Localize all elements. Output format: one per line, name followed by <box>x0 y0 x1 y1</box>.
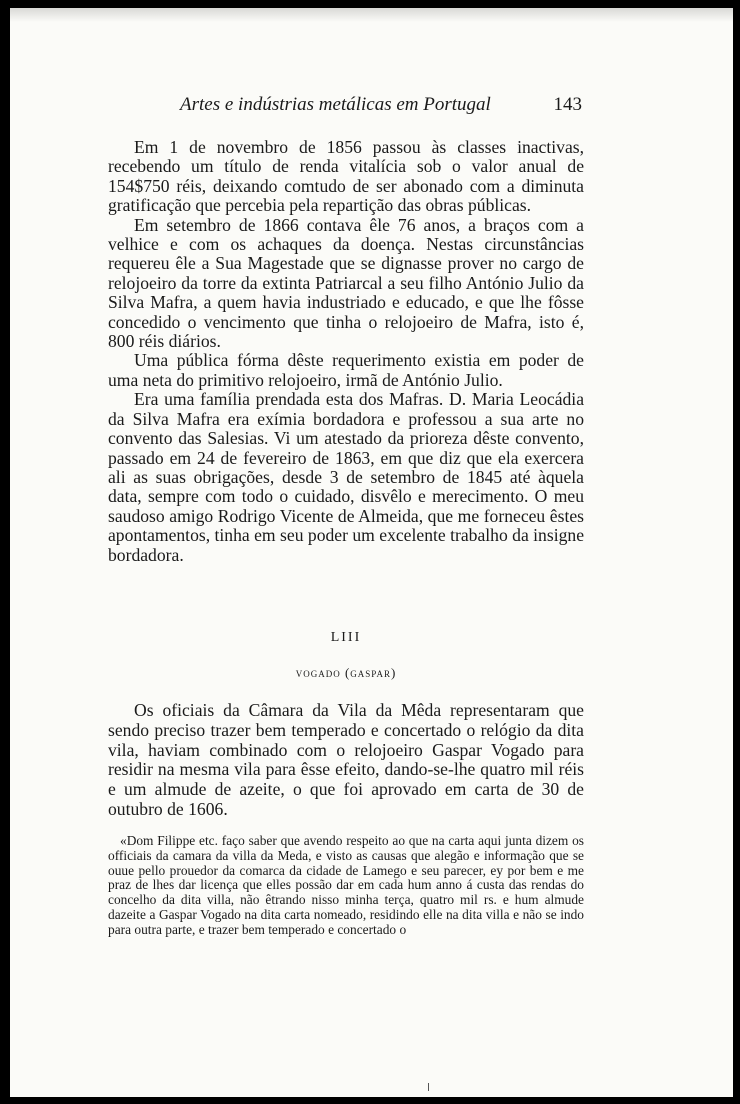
book-page <box>10 8 733 1097</box>
paragraph: Os oficiais da Câmara da Vila da Mêda representaram que sendo preciso trazer bem temperado e concertado o relógio da dita vila, haviam combinado com o relojoeiro Gaspar Vogado para residir na mesma vila para êsse efeito, dando-se-lhe quatro mil réis e um almude de azeite, o que foi aprovado em carta de 30 de outubro de 1606. <box>108 700 584 819</box>
section-text <box>108 701 584 820</box>
running-head <box>120 94 582 118</box>
paragraph: Uma pública fórma dêste requerimento existia em poder de uma neta do primitivo relojoeiro, irmã de António Julio. <box>108 350 584 390</box>
running-title: Artes e indústrias metálicas em Portugal <box>180 94 491 115</box>
paragraph: Em setembro de 1866 contava êle 76 anos, a braços com a velhice e com os achaques da doença. Nestas circunstâncias requereu êle a Sua Magestade que se dignasse prover no cargo de relojoeiro da torre da extinta Patriarcal a seu filho António Julio da Silva Mafra, a quem havia industriado e educado, e que lhe fôsse concedido o vencimento que tinha o relojoeiro de Mafra, isto é, 800 réis diários. <box>108 214 584 352</box>
page-number: 143 <box>553 94 582 115</box>
section-number: LIII <box>330 630 362 645</box>
scan-edge-shade <box>10 8 733 22</box>
quote-paragraph: «Dom Filippe etc. faço saber que avendo respeito ao que na carta aqui junta dizem os officiais da camara da villa da Meda, e visto as causas que alegão e informação que se ouue pello prouedor da comarca da cidade de Lamego e seu parecer, ey por bem e me praz de lhes dar licença que elles possão dar em cada hum anno á custa das rendas do concelho da dita villa, não êtrando nisso minha terça, quatro mil rs. e hum almude dazeite a Gaspar Vogado na dita carta nomeado, residindo elle na dita villa e não se indo para outra parte, e trazer bem temperado e concertado o <box>108 833 584 937</box>
quoted-document <box>108 834 584 938</box>
section-title: vogado (gaspar) <box>295 665 397 680</box>
print-mark <box>428 1083 429 1091</box>
body-text <box>108 138 584 565</box>
paragraph: Era uma família prendada esta dos Mafras. D. Maria Leocádia da Silva Mafra era exímia bordadora e professou a sua arte no convento das Salesias. Vi um atestado da prioreza dêste convento, passado em 24 de fevereiro de 1863, em que diz que ela exercera ali as suas obrigações, desde 3 de setembro de 1845 até àquela data, sempre com todo o cuidado, disvêlo e merecimento. O meu saudoso amigo Rodrigo Vicente de Almeida, que me forneceu êstes apontamentos, tinha em seu poder um excelente trabalho da insigne bordadora. <box>108 389 584 565</box>
paragraph: Em 1 de novembro de 1856 passou às classes inactivas, recebendo um título de renda vitalícia sob o valor anual de 154$750 réis, deixando comtudo de ser abonado com a diminuta gratificação que percebia pela repartição das obras públicas. <box>108 137 584 216</box>
